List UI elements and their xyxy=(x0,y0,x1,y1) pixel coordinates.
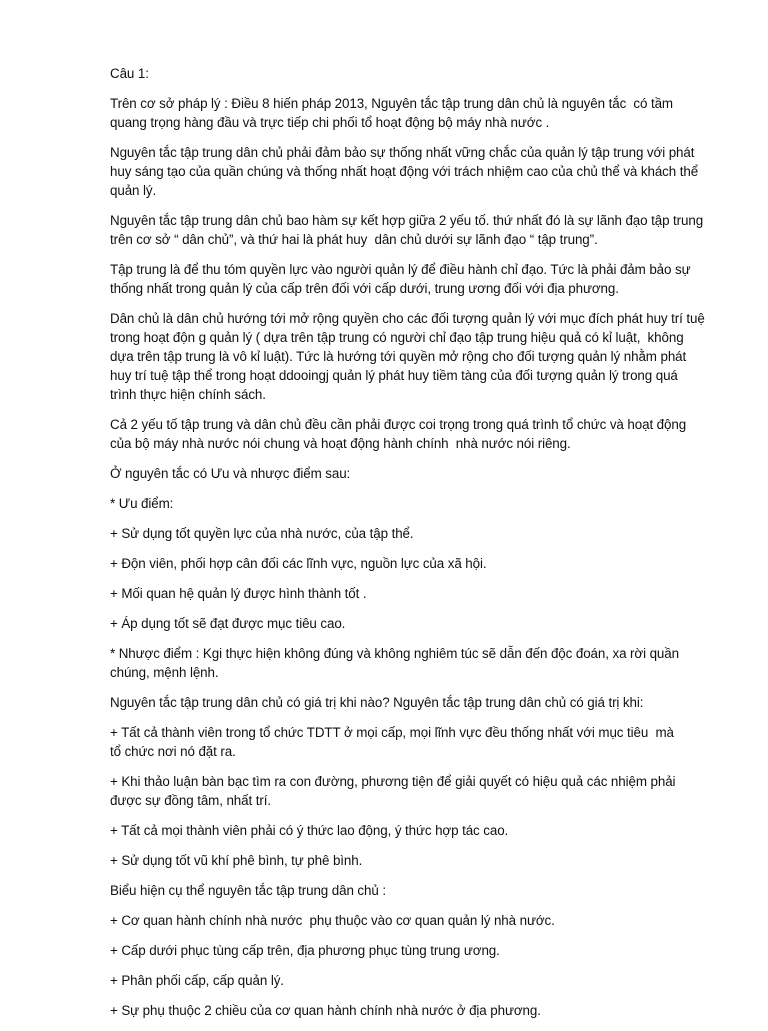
paragraph: Ở nguyên tắc có Ưu và nhược điểm sau: xyxy=(110,466,351,481)
paragraph: * Nhược điểm : Kgi thực hiện không đúng và không nghiêm túc sẽ dẫn đến độc đoán, xa rời quần chúng, mệnh lệnh. xyxy=(110,646,679,680)
paragraph: + Cơ quan hành chính nhà nước phụ thuộc vào cơ quan quản lý nhà nước. xyxy=(110,913,555,928)
paragraph: + Tất cả mọi thành viên phải có ý thức lao động, ý thức hợp tác cao. xyxy=(110,823,509,838)
paragraph: Trên cơ sở pháp lý : Điều 8 hiến pháp 2013, Nguyên tắc tập trung dân chủ là nguyên tắc có tầm quang trọng hàng đầu và trực tiếp chi phối tổ hoạt động bộ máy nhà nước . xyxy=(110,96,673,130)
paragraph: Tập trung là để thu tóm quyền lực vào người quản lý để điều hành chỉ đạo. Tức là phải đảm bảo sự thống nhất trong quản lý của cấp trên đối với cấp dưới, trung ương đối với địa phương. xyxy=(110,262,691,296)
paragraph: Câu 1: xyxy=(110,66,149,81)
document-page xyxy=(110,64,710,1031)
paragraph: + Sử dụng tốt vũ khí phê bình, tự phê bình. xyxy=(110,853,363,868)
paragraph: + Độn viên, phối hợp cân đối các lĩnh vực, nguồn lực của xã hội. xyxy=(110,556,487,571)
paragraph: Cả 2 yếu tố tập trung và dân chủ đều cần phải được coi trọng trong quá trình tổ chức và hoạt động của bộ máy nhà nước nói chung và hoạt động hành chính nhà nước nói riêng. xyxy=(110,417,687,451)
paragraph: Nguyên tắc tập trung dân chủ bao hàm sự kết hợp giữa 2 yếu tố. thứ nhất đó là sự lãnh đạo tập trung trên cơ sở “ dân chủ”, và thứ hai là phát huy dân chủ dưới sự lãnh đạo “ tập trung”. xyxy=(110,213,704,247)
paragraph: + Cấp dưới phục tùng cấp trên, địa phương phục tùng trung ương. xyxy=(110,943,500,958)
paragraph: + Sự phụ thuộc 2 chiều của cơ quan hành chính nhà nước ở địa phương. xyxy=(110,1003,541,1018)
paragraph: + Khi thảo luận bàn bạc tìm ra con đường, phương tiện để giải quyết có hiệu quả các nhiệm phải được sự đồng tâm, nhất trí. xyxy=(110,774,676,808)
paragraph: + Áp dụng tốt sẽ đạt được mục tiêu cao. xyxy=(110,616,346,631)
paragraph: + Sử dụng tốt quyền lực của nhà nước, của tập thể. xyxy=(110,526,414,541)
paragraph: + Phân phối cấp, cấp quản lý. xyxy=(110,973,284,988)
paragraph: + Mối quan hệ quản lý được hình thành tốt . xyxy=(110,586,367,601)
paragraph: + Tất cả thành viên trong tổ chức TDTT ở mọi cấp, mọi lĩnh vực đều thống nhất với mục tiêu mà tổ chức nơi nó đặt ra. xyxy=(110,725,674,759)
paragraph: Nguyên tắc tập trung dân chủ có giá trị khi nào? Nguyên tắc tập trung dân chủ có giá trị khi: xyxy=(110,695,644,710)
paragraph: Dân chủ là dân chủ hướng tới mở rộng quyền cho các đối tượng quản lý với mục đích phát huy trí tuệ trong hoạt độn g quản lý ( dựa trên tập trung có người chỉ đạo tập trung hiệu quả có kỉ luật, không dựa trên tập trung là vô kỉ luật). Tức là hướng tới quyền mở rộng cho đối tượng quản lý nhằm phát huy trí tuệ tập thể trong hoạt ddooingj quản lý phát huy tiềm tàng của đối tượng quản lý trong quá trình thực hiện chính sách. xyxy=(110,311,705,402)
paragraph: Nguyên tắc tập trung dân chủ phải đảm bảo sự thống nhất vững chắc của quản lý tập trung với phát huy sáng tạo của quần chúng và thống nhất hoạt động với trách nhiệm cao của chủ thể và khách thể quản lý. xyxy=(110,145,699,198)
paragraph: Biểu hiện cụ thể nguyên tắc tập trung dân chủ : xyxy=(110,883,386,898)
paragraph: * Ưu điểm: xyxy=(110,496,174,511)
